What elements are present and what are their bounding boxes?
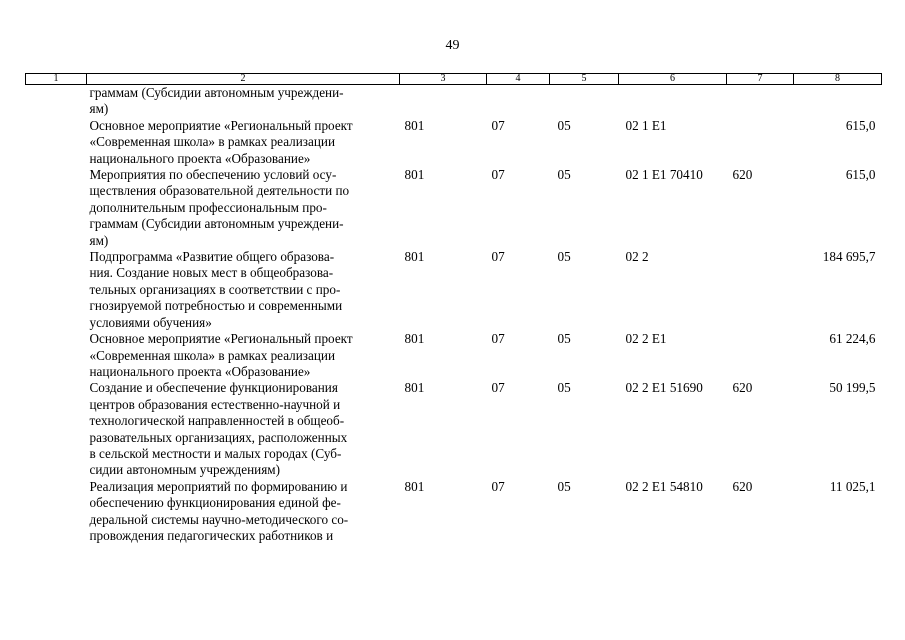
expense-type-code [727, 85, 794, 118]
target-article-code [619, 85, 727, 118]
column-number-7: 7 [727, 74, 794, 85]
gl-code [400, 85, 487, 118]
row-number-cell [26, 380, 87, 478]
section-code: 07 [491, 478, 505, 494]
section-code: 07 [491, 167, 505, 183]
table-header [26, 74, 882, 85]
target-article-code: 02 2 [625, 249, 649, 265]
expense-type-code: 620 [732, 478, 753, 494]
item-name: Мероприятия по обеспечению условий осу- ществления образовательной деятельности по дополнительным профессиональным про- граммам (Субсидии автономным учреждени- ям) [89, 167, 350, 248]
row-number-cell [26, 85, 87, 118]
amount: 615,0 [845, 117, 876, 133]
amount: 61 224,6 [829, 331, 876, 347]
section-code: 07 [491, 249, 505, 265]
budget-table [25, 73, 882, 544]
table-row [26, 380, 882, 478]
amount: 11 025,1 [829, 478, 876, 494]
item-name: Реализация мероприятий по формированию и обеспечению функционирования единой фе- деральной системы научно-методического со- провождения педагогических работников и [89, 478, 349, 543]
expense-type-code: 620 [732, 380, 753, 396]
table-body [26, 85, 882, 545]
column-number-4: 4 [487, 74, 550, 85]
subsection-code: 05 [557, 117, 571, 133]
gl-code: 801 [404, 167, 425, 183]
item-name: Основное мероприятие «Региональный проект «Современная школа» в рамках реализации национального проекта «Образование» [89, 331, 353, 379]
amount: 615,0 [845, 167, 876, 183]
column-number-6: 6 [619, 74, 727, 85]
item-name: Основное мероприятие «Региональный проект «Современная школа» в рамках реализации национального проекта «Образование» [89, 117, 353, 166]
target-article-code: 02 1 Е1 70410 [625, 167, 703, 183]
gl-code: 801 [404, 249, 425, 265]
gl-code: 801 [404, 117, 425, 133]
row-number-cell [26, 331, 87, 380]
gl-code: 801 [404, 380, 425, 396]
item-name: Подпрограмма «Развитие общего образова- ния. Создание новых мест в общеобразова- тельных организациях в соответствии с про- гнозируемой потребностью и современными условиями обучения» [89, 249, 343, 330]
column-number-8: 8 [794, 74, 882, 85]
subsection-code: 05 [557, 331, 571, 347]
column-number-5: 5 [550, 74, 619, 85]
expense-type-code [727, 118, 794, 167]
row-number-cell [26, 167, 87, 249]
expense-type-code [727, 331, 794, 380]
amount [794, 85, 882, 118]
subsection-code [550, 85, 619, 118]
row-number-cell [26, 479, 87, 545]
column-number-row [26, 74, 882, 85]
subsection-code: 05 [557, 380, 571, 396]
table-row [26, 249, 882, 331]
row-number-cell [26, 118, 87, 167]
page-number: 49 [445, 38, 460, 53]
gl-code: 801 [404, 331, 425, 347]
target-article-code: 02 1 Е1 [625, 117, 667, 133]
gl-code: 801 [404, 478, 425, 494]
column-number-1: 1 [26, 74, 87, 85]
expense-type-code: 620 [732, 167, 753, 183]
target-article-code: 02 2 Е1 54810 [625, 478, 703, 494]
amount: 184 695,7 [822, 249, 876, 265]
item-name: Создание и обеспечение функционирования центров образования естественно-научной и технологической направленностей в общеоб- разовательных организациях, расположенных в сельской местности и малых городах (Суб- сидии автономным учреждениям) [89, 380, 348, 478]
table-row [26, 85, 882, 118]
section-code: 07 [491, 331, 505, 347]
section-code [487, 85, 550, 118]
table-row [26, 479, 882, 545]
table-row [26, 118, 882, 167]
target-article-code: 02 2 Е1 51690 [625, 380, 703, 396]
target-article-code: 02 2 Е1 [625, 331, 667, 347]
subsection-code: 05 [557, 167, 571, 183]
section-code: 07 [491, 380, 505, 396]
table-row [26, 167, 882, 249]
subsection-code: 05 [557, 249, 571, 265]
section-code: 07 [491, 117, 505, 133]
table-row [26, 331, 882, 380]
column-number-2: 2 [87, 74, 400, 85]
row-number-cell [26, 249, 87, 331]
item-name: граммам (Субсидии автономным учреждени- ям) [89, 85, 344, 117]
amount: 50 199,5 [829, 380, 876, 396]
expense-type-code [727, 249, 794, 331]
column-number-3: 3 [400, 74, 487, 85]
subsection-code: 05 [557, 478, 571, 494]
